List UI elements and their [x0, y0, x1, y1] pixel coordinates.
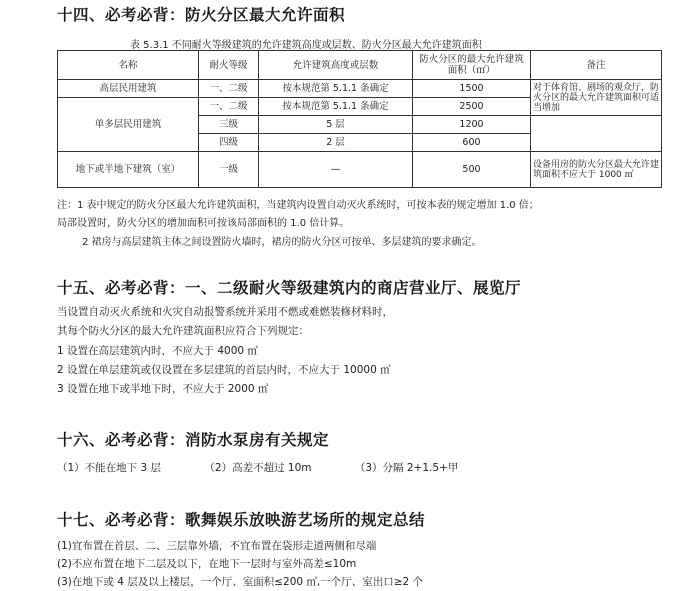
table-cell: 一、二级	[199, 98, 259, 116]
paragraph-line: 当设置自动灭火系统和火灾自动报警系统并采用不燃或难燃装修材料时，	[57, 306, 393, 318]
table-cell: 地下或半地下建筑（室）	[58, 152, 199, 188]
table-note: 注：1 表中规定的防火分区最大允许建筑面积，当建筑内设置自动灭火系统时，可按本表的规定增加 1.0 倍；	[57, 200, 539, 211]
table-cell-remark: 设备用房的防火分区最大允许建筑面积不应大于 1000 ㎡	[531, 152, 662, 188]
paragraph-line: 1 设置在高层建筑内时，不应大于 4000 ㎡	[57, 345, 258, 357]
table-cell: 5 层	[259, 116, 413, 134]
table-cell-empty	[531, 116, 662, 152]
table-cell: 单多层民用建筑	[58, 98, 199, 152]
table-cell: 1200	[413, 116, 531, 134]
table-cell: 2500	[413, 98, 531, 116]
section-17-heading: 十七、必考必背：歌舞娱乐放映游艺场所的规定总结	[57, 511, 426, 529]
table-header: 允许建筑高度或层数	[259, 51, 413, 80]
table-cell: 500	[413, 152, 531, 188]
table-note: 局部设置时，防火分区的增加面积可按该局部面积的 1.0 倍计算。	[57, 218, 350, 229]
table-caption: 表 5.3.1 不同耐火等级建筑的允许建筑高度或层数、防火分区最大允许建筑面积	[130, 40, 482, 51]
paragraph-line: 其每个防火分区的最大允许建筑面积应符合下列规定：	[57, 325, 309, 337]
table-row	[58, 80, 662, 98]
table-header: 名称	[58, 51, 199, 80]
table-cell: —	[259, 152, 413, 188]
table-cell: 高层民用建筑	[58, 80, 199, 98]
table-cell: 按本规范第 5.1.1 条确定	[259, 80, 413, 98]
paragraph-line: 2 设置在单层建筑或仅设置在多层建筑的首层内时，不应大于 10000 ㎡	[57, 364, 391, 376]
table-row	[58, 152, 662, 188]
table-header-row	[58, 51, 662, 80]
table-cell: 600	[413, 134, 531, 152]
table-cell: 三级	[199, 116, 259, 134]
table-cell: 一、二级	[199, 80, 259, 98]
table-header: 耐火等级	[199, 51, 259, 80]
table-cell: 四级	[199, 134, 259, 152]
table-header: 防火分区的最大允许建筑面积（㎡）	[413, 51, 531, 80]
section-16-heading: 十六、必考必背：消防水泵房有关规定	[57, 431, 330, 449]
section-14-heading: 十四、必考必背：防火分区最大允许面积	[57, 6, 346, 24]
table-cell: 2 层	[259, 134, 413, 152]
fire-compartment-table	[57, 50, 662, 188]
table-header: 备注	[531, 51, 662, 80]
table-cell: 按本规范第 5.1.1 条确定	[259, 98, 413, 116]
table-note: 2 裙房与高层建筑主体之间设置防火墙时，裙房的防火分区可按单、多层建筑的要求确定。	[82, 237, 482, 248]
table-cell: 1500	[413, 80, 531, 98]
list-item: （3）分隔 2+1.5+甲	[354, 462, 459, 474]
table-cell-remark: 对于体育馆、剧场的观众厅，防火分区的最大允许建筑面积可适当增加	[531, 80, 662, 116]
pump-room-rules	[57, 460, 498, 475]
paragraph-line: (3)在地下或 4 层及以上楼层，一个厅、室面积≤200 ㎡,一个厅、室出口≥2 个	[57, 576, 424, 588]
table-cell: 一级	[199, 152, 259, 188]
paragraph-line: (2)不应布置在地下二层及以下，在地下一层时与室外高差≤10m	[57, 558, 357, 570]
list-item: （2）高差不超过 10m	[204, 462, 312, 474]
paragraph-line: (1)宜布置在首层、二、三层靠外墙，不宜布置在袋形走道两侧和尽端	[57, 540, 377, 552]
list-item: （1）不能在地下 3 层	[57, 462, 162, 474]
section-15-heading: 十五、必考必背：一、二级耐火等级建筑内的商店营业厅、展览厅	[57, 279, 522, 297]
paragraph-line: 3 设置在地下或半地下时，不应大于 2000 ㎡	[57, 383, 269, 395]
